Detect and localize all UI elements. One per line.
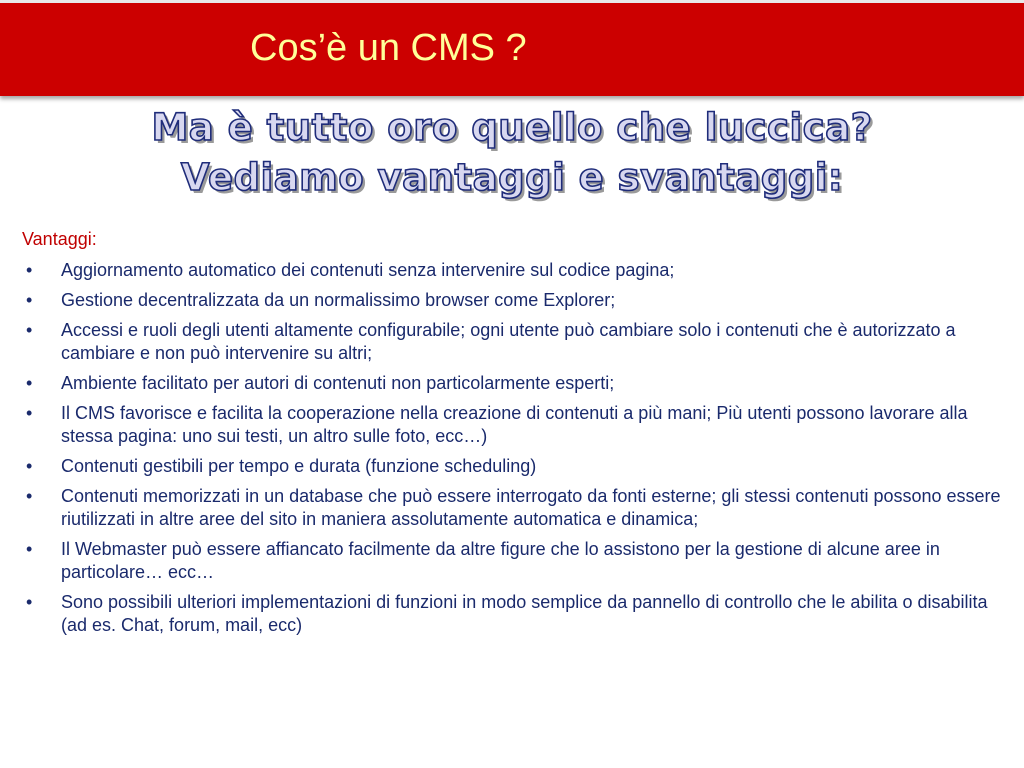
bullet-text: Contenuti gestibili per tempo e durata (funzione scheduling) — [61, 456, 537, 476]
bullet-text: Aggiornamento automatico dei contenuti senza intervenire sul codice pagina; — [61, 260, 675, 280]
bullet-item — [22, 372, 1002, 395]
bullet-icon: • — [26, 539, 33, 559]
bullet-icon: • — [26, 320, 33, 340]
bullet-item — [22, 455, 1002, 478]
slide-content — [22, 226, 1002, 644]
bullet-item — [22, 538, 1002, 584]
title-bar-top-line — [0, 0, 1024, 3]
bullet-item — [22, 591, 1002, 637]
bullet-text: Accessi e ruoli degli utenti altamente configurabile; ogni utente può cambiare solo i contenuti che è autorizzato a cambiare e non può intervenire su altri; — [61, 320, 956, 363]
bullet-icon: • — [26, 373, 33, 393]
bullet-text: Il Webmaster può essere affiancato facilmente da altre figure che lo assistono per la gestione di alcune aree in particolare… ecc… — [61, 539, 940, 582]
bullet-text: Contenuti memorizzati in un database che può essere interrogato da fonti esterne; gli stessi contenuti possono essere riutilizzati in altre aree del sito in maniera assolutamente automatica e dinamica; — [61, 486, 1001, 529]
bullet-text: Sono possibili ulteriori implementazioni di funzioni in modo semplice da pannello di controllo che le abilita o disabilita (ad es. Chat, forum, mail, ecc) — [61, 592, 988, 635]
subtitle-line-1: Ma è tutto oro quello che luccica? — [151, 106, 873, 149]
slide-subtitle — [0, 103, 1024, 203]
section-heading: Vantaggi: — [22, 229, 97, 249]
bullet-list — [22, 259, 1002, 637]
bullet-icon: • — [26, 456, 33, 476]
subtitle-line-2: Vediamo vantaggi e svantaggi: — [180, 156, 844, 199]
bullet-item — [22, 289, 1002, 312]
bullet-item — [22, 485, 1002, 531]
bullet-text: Il CMS favorisce e facilita la cooperazione nella creazione di contenuti a più mani; Più utenti possono lavorare alla stessa pagina: uno sui testi, un altro sulle foto, ecc…) — [61, 403, 968, 446]
bullet-icon: • — [26, 486, 33, 506]
bullet-item — [22, 402, 1002, 448]
bullet-icon: • — [26, 592, 33, 612]
bullet-icon: • — [26, 403, 33, 423]
bullet-text: Ambiente facilitato per autori di contenuti non particolarmente esperti; — [61, 373, 615, 393]
bullet-icon: • — [26, 290, 33, 310]
slide-title: Cos’è un CMS ? — [250, 27, 527, 69]
bullet-icon: • — [26, 260, 33, 280]
bullet-item — [22, 259, 1002, 282]
bullet-item — [22, 319, 1002, 365]
bullet-text: Gestione decentralizzata da un normalissimo browser come Explorer; — [61, 290, 616, 310]
title-bar — [0, 0, 1024, 96]
